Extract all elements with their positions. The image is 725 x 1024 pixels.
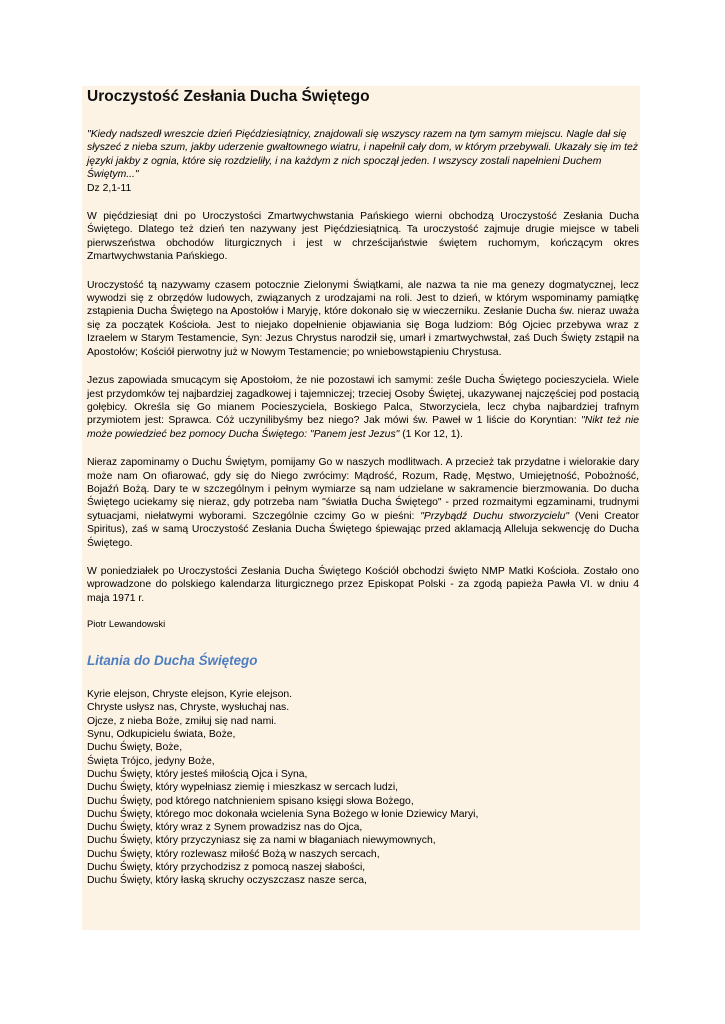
litany-line: Chryste usłysz nas, Chryste, wysłuchaj nas. <box>87 702 290 714</box>
paragraph-1: W pięćdziesiąt dni po Uroczystości Zmartwychwstania Pańskiego wierni obchodzą Uroczystość Zesłania Ducha Świętego. Dlatego też dzień ten nazywany jest Pięćdziesiątnicą. Ta uroczystość zajmuje drugie miejsce w tabeli pierwszeństwa obchodów liturgicznych i jest w chrześcijaństwie świętem ruchomym, kończącym okres Zmartwychwstania Pańskiego. <box>87 211 639 263</box>
litany-line: Duchu Święty, który wraz z Synem prowadzisz nas do Ojca, <box>87 822 363 834</box>
litany-line: Duchu Święty, który jesteś miłością Ojca i Syna, <box>87 768 308 780</box>
litany-line: Synu, Odkupicielu świata, Boże, <box>87 729 236 741</box>
scripture-quote: "Kiedy nadszedł wreszcie dzień Pięćdziesiątnicy, znajdowali się wszyscy razem na tym samym miejscu. Nagle dał się słyszeć z nieba szum, jakby uderzenie gwałtownego wiatru, i napełnił cały dom, w którym przebywali. Ukazały się im też języki jakby z ognia, które się rozdzieliły, i na każdym z nich spoczął jeden. I wszyscy zostali napełnieni Duchem Świętym..." <box>87 129 638 181</box>
paragraph-4-tail: (Veni Creator Spiritus), zaś w samą Uroczystość Zesłania Ducha Świętego śpiewając przed aklamacją Alleluja sekwencję do Ducha Świętego. <box>87 510 639 549</box>
paragraph-4-quote: "Przybądź Duchu stworzycielu" <box>420 510 570 522</box>
litany-line: Kyrie elejson, Chryste elejson, Kyrie elejson. <box>87 689 293 701</box>
litany-line: Duchu Święty, który przychodzisz z pomocą naszej słabości, <box>87 862 366 874</box>
litany-line: Duchu Święty, który przyczyniasz się za nami w błaganiach niewymownych, <box>87 835 436 847</box>
paragraph-3 <box>87 374 639 441</box>
litany-line: Duchu Święty, który łaską skruchy oczyszczasz nasze serca, <box>87 875 367 887</box>
quote-source: Dz 2,1-11 <box>87 182 132 194</box>
litany-line: Duchu Święty, pod którego natchnieniem spisano księgi słowa Bożego, <box>87 795 414 807</box>
author-name: Piotr Lewandowski <box>87 618 166 630</box>
litany-list <box>87 688 639 887</box>
paragraph-4 <box>87 456 639 550</box>
paragraph-3-quote: "Nikt też nie może powiedzieć bez pomocy Ducha Świętego: "Panem jest Jezus" <box>87 415 639 440</box>
paragraph-4-text: Nieraz zapominamy o Duchu Świętym, pomijamy Go w naszych modlitwach. A przecież tak przydatne i wielorakie dary może nam On ofiarować, gdy się do Niego zwrócimy: Mądrość, Rozum, Radę, Męstwo, Umiejętność, Pobożność, Bojaźń Bożą. Dary te w szczególnym i pełnym wymiarze są nam udzielane w sakramencie bierzmowania. Do ducha Świętego uciekamy się nieraz, gdy potrzeba nam "światła Ducha Świętego" - przed rozmaitymi egzaminami, trudnymi sytuacjami, niełatwymi wyborami. Szczególnie czcimy Go w pieśni: <box>87 457 639 522</box>
litany-line: Duchu Święty, który wypełniasz ziemię i mieszkasz w sercach ludzi, <box>87 782 399 794</box>
litany-line: Duchu Święty, który rozlewasz miłość Bożą w naszych sercach, <box>87 848 380 860</box>
paragraph-3-citation: (1 Kor 12, 1). <box>399 428 463 440</box>
litany-line: Ojcze, z nieba Boże, zmiłuj się nad nami. <box>87 715 277 727</box>
page-title: Uroczystość Zesłania Ducha Świętego <box>87 88 370 105</box>
litany-line: Święta Trójco, jedyny Boże, <box>87 755 215 767</box>
paragraph-2: Uroczystość tą nazywamy czasem potocznie Zielonymi Świątkami, ale nazwa ta nie ma genezy dogmatycznej, lecz wywodzi się z obrzędów ludowych, związanych z urodzajami na roli. Jest to dzień, w którym wspominamy pamiątkę zstąpienia Ducha Świętego na Apostołów i Maryję, które dokonało się w wieczerniku. Zesłanie Ducha św. nieraz uważa się za początek Kościoła. Jest to niejako dopełnienie objawiania się Boga ludziom: Bóg Ojciec przebywa wraz z Izraelem w Starym Testamencie, Syn: Jezus Chrystus narodził się, umarł i zmartwychwstał, zaś Duch Święty zstąpił na Apostołów; Kościół pierwotny już w Nowym Testamencie; po wniebowstąpieniu Chrystusa. <box>87 279 639 358</box>
litany-line: Duchu Święty, którego moc dokonała wcielenia Syna Bożego w łonie Dziewicy Maryi, <box>87 808 479 820</box>
paragraph-3-text: Jezus zapowiada smucącym się Apostołom, że nie pozostawi ich samymi: ześle Ducha Świętego pocieszyciela. Wiele jest przydomków tej najbardziej zagadkowej i tajemniczej; trzeciej Osoby Świętej, ukazywanej najczęściej pod postacią gołębicy. Określa się Go mianem Pocieszyciela, Boskiego Palca, Stworzyciela, lecz chyba najbardziej trafnym przymiotem jest: Sprawca. Cóż uczynilibyśmy bez niego? Jak mówi św. Paweł w 1 liście do Koryntian: <box>87 375 639 427</box>
paragraph-5: W poniedziałek po Uroczystości Zesłania Ducha Świętego Kościół obchodzi święto NMP Matki Kościoła. Zostało ono wprowadzone do polskiego kalendarza liturgicznego przez Episkopat Polski - za zgodą papieża Pawła VI. w dniu 4 maja 1971 r. <box>87 565 639 604</box>
litany-line: Duchu Święty, Boże, <box>87 742 183 754</box>
litany-title: Litania do Ducha Świętego <box>87 653 258 669</box>
article <box>87 86 639 888</box>
